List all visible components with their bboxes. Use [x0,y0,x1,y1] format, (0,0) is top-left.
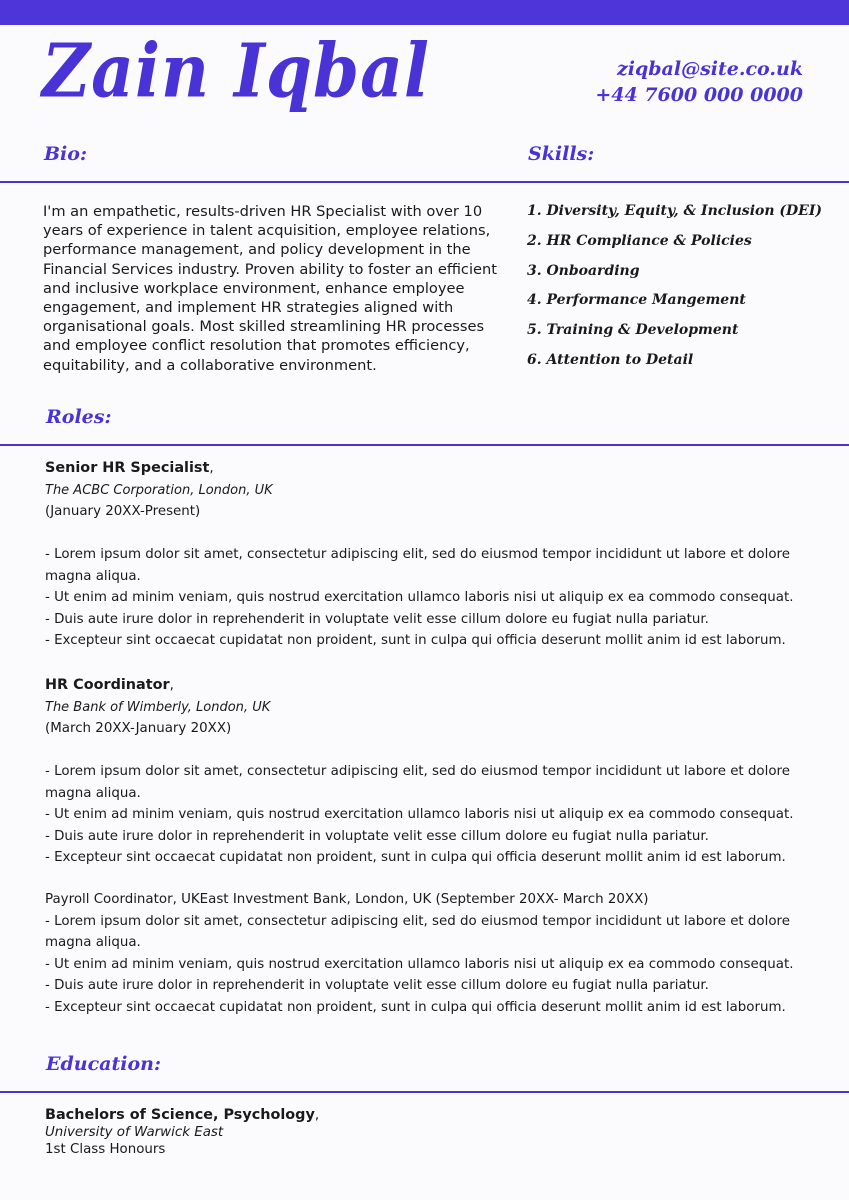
role-bullet: - Duis aute irure dolor in reprehenderit in voluptate velit esse cillum dolore eu fugiat nulla pariatur. [45,978,709,993]
role-title: Senior HR Specialist [45,460,210,476]
role-bullet: - Ut enim ad minim veniam, quis nostrud exercitation ullamco laboris nisi ut aliquip ex ea commodo consequat. [45,590,794,605]
role-dates: (January 20XX-Present) [45,504,201,519]
university-name: University of Warwick East [45,1125,224,1140]
top-accent-bar [0,0,849,25]
skills-heading: Skills: [528,143,595,165]
education-heading: Education: [46,1053,161,1075]
role-company: The ACBC Corporation, London, UK [45,482,273,498]
role-company: The Bank of Wimberly, London, UK [45,699,271,715]
skill-item: 2. HR Compliance & Policies [527,232,752,249]
role-entry [45,889,815,1018]
skill-item: 5. Training & Development [527,322,739,339]
role-bullet: - Duis aute irure dolor in reprehenderit in voluptate velit esse cillum dolore eu fugiat nulla pariatur. [45,828,709,844]
skill-item: 3. Onboarding [527,262,640,279]
role-bullet: - Lorem ipsum dolor sit amet, consectetur adipiscing elit, sed do eiusmod tempor incididunt ut labore et dolore magna aliqua. [45,764,790,801]
role-bullet: - Ut enim ad minim veniam, quis nostrud exercitation ullamco laboris nisi ut aliquip ex ea commodo consequat. [45,956,794,972]
role-bullet: - Lorem ipsum dolor sit amet, consectetur adipiscing elit, sed do eiusmod tempor incididunt ut labore et dolore magna aliqua. [45,547,790,584]
roles-heading: Roles: [46,406,112,428]
honours: 1st Class Honours [45,1142,166,1157]
role-bullet: - Duis aute irure dolor in reprehenderit in voluptate velit esse cillum dolore eu fugiat nulla pariatur. [45,611,709,627]
section-divider [0,444,849,446]
phone-number: +44 7600 000 0000 [595,84,803,106]
role-bullet: - Lorem ipsum dolor sit amet, consectetur adipiscing elit, sed do eiusmod tempor incididunt ut labore et dolore magna aliqua. [45,913,790,950]
section-divider [0,181,849,183]
role-title: HR Coordinator [45,677,170,693]
role-dates: (March 20XX-January 20XX) [45,721,232,736]
candidate-name: Zain Iqbal [42,27,430,115]
role-bullet: - Excepteur sint occaecat cupidatat non proident, sunt in culpa qui officia deserunt mollit anim id est laborum. [45,999,786,1015]
education-entry [45,1107,319,1158]
degree-comma: , [314,1108,320,1123]
skill-item: 6. Attention to Detail [527,351,694,368]
skill-item: 4. Performance Mangement [527,292,746,309]
role-bullet: - Ut enim ad minim veniam, quis nostrud exercitation ullamco laboris nisi ut aliquip ex ea commodo consequat. [45,807,794,822]
role-entry [45,458,815,652]
role-entry [45,675,815,869]
bio-heading: Bio: [44,143,87,165]
role-bullet: - Excepteur sint occaecat cupidatat non proident, sunt in culpa qui officia deserunt mollit anim id est laborum. [45,633,786,648]
skills-list [527,201,822,380]
role-bullet: - Excepteur sint occaecat cupidatat non proident, sunt in culpa qui officia deserunt mollit anim id est laborum. [45,850,786,865]
section-divider [0,1091,849,1093]
skill-item: 1. Diversity, Equity, & Inclusion (DEI) [527,203,823,219]
role-header-line: Payroll Coordinator, UKEast Investment Bank, London, UK (September 20XX- March 20XX) [45,892,649,907]
role-title-comma: , [209,461,214,476]
degree-title: Bachelors of Science, Psychology [45,1107,315,1123]
contact-info [595,56,803,108]
email-link[interactable]: ziqbal@site.co.uk [616,58,803,80]
bio-text: I'm an empathetic, results-driven HR Specialist with over 10 years of experience in talent acquisition, employee relations, performance management, and policy development in the Financial Services industry. Proven ability to foster an efficient and inclusive workplace environment, enhance employee engagement, and implement HR strategies aligned with organisational goals. Most skilled streamlining HR processes and employee conflict resolution that promotes efficiency, equitability, and a collaborative environment. [43,203,497,374]
role-title-comma: , [169,678,174,693]
